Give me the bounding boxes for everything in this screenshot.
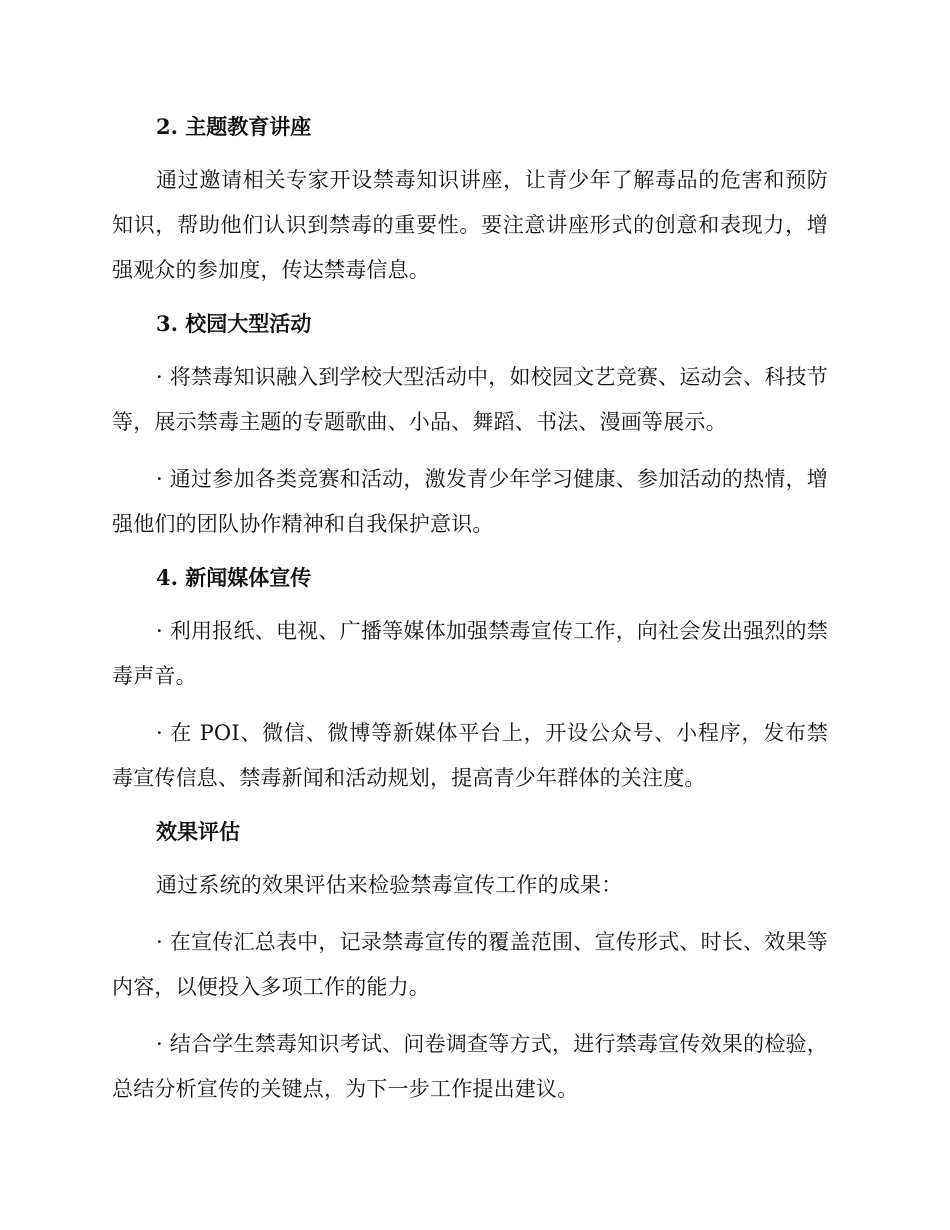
paragraph: · 在宣传汇总表中，记录禁毒宣传的覆盖范围、宣传形式、时长、效果等内容，以便投入多项工作的能力。 (112, 930, 828, 999)
paragraph: · 将禁毒知识融入到学校大型活动中，如校园文艺竞赛、运动会、科技节等，展示禁毒主题的专题歌曲、小品、舞蹈、书法、漫画等展示。 (112, 365, 828, 434)
paragraph: · 结合学生禁毒知识考试、问卷调查等方式，进行禁毒宣传效果的检验，总结分析宣传的关键点，为下一步工作提出建议。 (112, 1032, 828, 1101)
paragraph: 通过系统的效果评估来检验禁毒宣传工作的成果： (156, 873, 623, 897)
paragraph: · 利用报纸、电视、广播等媒体加强禁毒宣传工作，向社会发出强烈的禁毒声音。 (112, 619, 828, 688)
paragraph: · 通过参加各类竞赛和活动，激发青少年学习健康、参加活动的热情，增强他们的团队协作精神和自我保护意识。 (112, 467, 828, 536)
document-body (112, 108, 828, 1124)
section-heading: 2. 主题教育讲座 (156, 114, 312, 139)
paragraph: 通过邀请相关专家开设禁毒知识讲座，让青少年了解毒品的危害和预防知识，帮助他们认识到禁毒的重要性。要注意讲座形式的创意和表现力，增强观众的参加度，传达禁毒信息。 (112, 168, 828, 282)
paragraph: · 在 POI、微信、微博等新媒体平台上，开设公众号、小程序，发布禁毒宣传信息、禁毒新闻和活动规划，提高青少年群体的关注度。 (112, 721, 828, 790)
section-heading: 3. 校园大型活动 (156, 311, 312, 336)
section-heading: 效果评估 (156, 819, 240, 844)
section-heading: 4. 新闻媒体宣传 (156, 565, 312, 590)
